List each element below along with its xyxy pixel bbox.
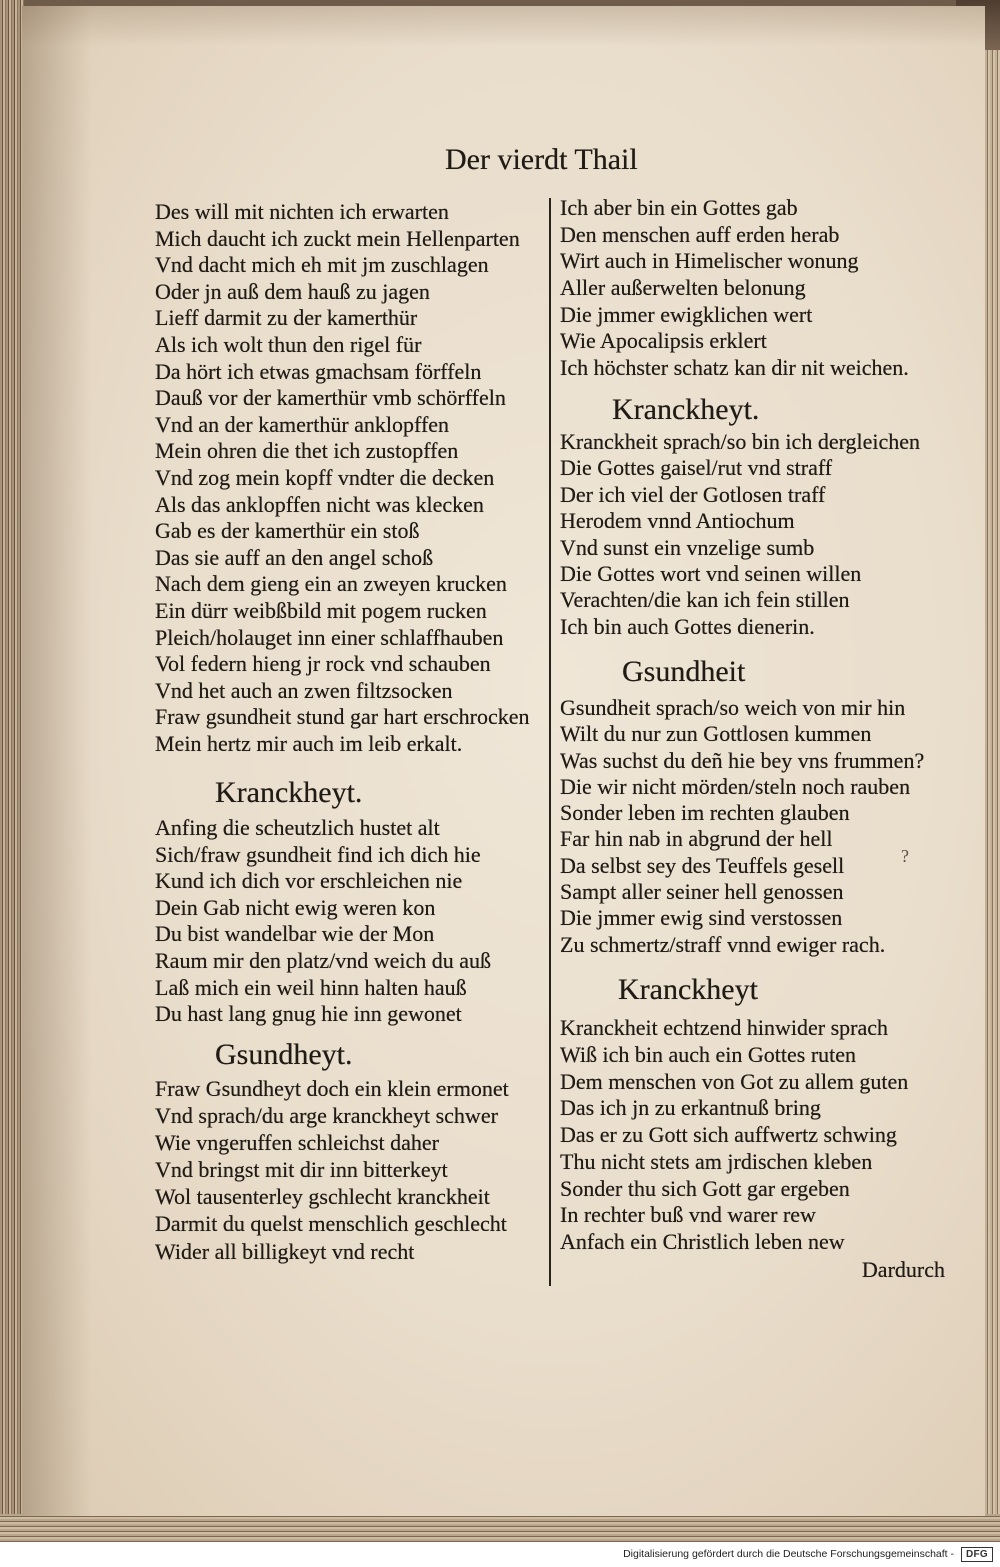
verse-line: Den menschen auff erden herab: [560, 221, 840, 247]
dfg-logo: DFG: [961, 1547, 993, 1562]
verse-line: Darmit du quelst menschlich geschlecht: [155, 1211, 507, 1237]
verse-line: Wider all billigkeyt vnd recht: [155, 1238, 415, 1264]
verse-line: Kranckheit sprach/so bin ich dergleichen: [560, 429, 921, 454]
page-stack-bottom: [0, 1514, 1000, 1542]
verse-line: Als das anklopffen nicht was klecken: [155, 491, 484, 517]
speaker-heading: Kranckheyt.: [612, 393, 760, 426]
verse-line: Wie Apocalipsis erklert: [560, 328, 767, 354]
verse-line: Vnd sprach/du arge kranckheyt schwer: [155, 1103, 498, 1129]
verse-line: Far hin nab in abgrund der hell: [560, 826, 833, 852]
verse-line: Ich aber bin ein Gottes gab: [560, 195, 798, 220]
verse-line: In rechter buß vnd warer rew: [560, 1202, 816, 1228]
verse-line: Kund ich dich vor erschleichen nie: [155, 868, 463, 894]
verse-line: Vnd sunst ein vnzelige sumb: [560, 534, 815, 560]
column-divider: [549, 198, 551, 1286]
verse-line: Mich daucht ich zuckt mein Hellenparten: [155, 225, 520, 251]
page-stack-right: [985, 0, 1000, 1542]
verse-line: Vnd dacht mich eh mit jm zuschlagen: [155, 252, 489, 278]
funding-note: Digitalisierung gefördert durch die Deutsche Forschungsgemeinschaft -: [623, 1548, 954, 1560]
verse-line: Die Gottes wort vnd seinen willen: [560, 560, 862, 586]
verse-line: Vol federn hieng jr rock vnd schauben: [155, 651, 491, 677]
verse-line: Sich/fraw gsundheit find ich dich hie: [155, 841, 481, 867]
verse-line: Kranckheit echtzend hinwider sprach: [560, 1015, 889, 1040]
verse-line: Die Gottes gaisel/rut vnd straff: [560, 455, 833, 481]
verse-line: Da selbst sey des Teuffels gesell: [560, 852, 845, 878]
verse-line: Verachten/die kan ich fein stillen: [560, 587, 850, 613]
verse-line: Das er zu Gott sich auffwertz schwing: [560, 1122, 897, 1147]
verse-line: Mein hertz mir auch im leib erkalt.: [155, 730, 463, 756]
verse-line: Du bist wandelbar wie der Mon: [155, 921, 435, 947]
verse-line: Lieff darmit zu der kamerthür: [155, 305, 418, 331]
verse-line: Vnd zog mein kopff vndter die decken: [155, 464, 495, 490]
verse-line: Das sie auff an den angel schoß: [155, 544, 434, 570]
verse-line: Raum mir den platz/vnd weich du auß: [155, 947, 492, 973]
verse-line: Der ich viel der Gotlosen traff: [560, 481, 826, 507]
speaker-heading: Gsundheit: [622, 655, 746, 688]
verse-line: Die jmmer ewig sind verstossen: [560, 905, 843, 931]
digitization-footer: [0, 1542, 1000, 1567]
verse-block: [560, 695, 924, 958]
catchword: Dardurch: [861, 1257, 945, 1282]
verse-line: Du hast lang gnug hie inn gewonet: [155, 1001, 462, 1027]
verse-block: [560, 1015, 908, 1256]
verse-line: Laß mich ein weil hinn halten hauß: [155, 974, 467, 1000]
verse-line: Dem menschen von Got zu allem guten: [560, 1068, 909, 1094]
verse-block: [155, 199, 530, 757]
verse-line: Thu nicht stets am jrdischen kleben: [560, 1148, 873, 1174]
verse-line: Ein dürr weibßbild mit pogem rucken: [155, 597, 487, 623]
verse-line: Da hört ich etwas gmachsam förffeln: [155, 358, 482, 384]
verse-block: [155, 1075, 509, 1265]
verse-line: Wiß ich bin auch ein Gottes ruten: [560, 1041, 857, 1067]
verse-line: Fraw Gsundheyt doch ein klein ermonet: [155, 1076, 509, 1101]
verse-line: Nach dem gieng ein an zweyen krucken: [155, 571, 507, 597]
verse-line: Wie vngeruffen schleichst daher: [155, 1130, 439, 1156]
verse-block: [560, 429, 920, 640]
verse-line: Was suchst du deñ hie bey vns frummen?: [560, 747, 925, 773]
verse-line: Als ich wolt thun den rigel für: [155, 331, 422, 357]
top-shadow: [22, 6, 985, 46]
verse-line: Ich bin auch Gottes dienerin.: [560, 613, 815, 639]
verse-line: Zu schmertz/straff vnnd ewiger rach.: [560, 931, 886, 957]
verse-line: Dein Gab nicht ewig weren kon: [155, 894, 436, 920]
verse-line: Aller außerwelten belonung: [560, 275, 806, 301]
verse-line: Sonder leben im rechten glauben: [560, 800, 850, 826]
verse-line: Wirt auch in Himelischer wonung: [560, 248, 859, 274]
verse-line: Vnd an der kamerthür anklopffen: [155, 411, 450, 437]
verse-line: Gab es der kamerthür ein stoß: [155, 518, 420, 544]
verse-line: Anfach ein Christlich leben new: [560, 1229, 845, 1254]
verse-line: Anfing die scheutzlich hustet alt: [155, 815, 440, 840]
speaker-heading: Gsundheyt.: [215, 1038, 353, 1071]
verse-line: Oder jn auß dem hauß zu jagen: [155, 278, 430, 304]
verse-block: [560, 195, 909, 382]
marginal-mark: ?: [901, 846, 909, 866]
verse-line: Wilt du nur zun Gottlosen kummen: [560, 721, 872, 747]
verse-line: Die jmmer ewigklichen wert: [560, 301, 813, 327]
verse-line: Dauß vor der kamerthür vmb schörffeln: [155, 385, 506, 411]
verse-line: Vnd het auch an zwen filtzsocken: [155, 677, 453, 703]
verse-line: Fraw gsundheit stund gar hart erschrocken: [155, 704, 530, 730]
speaker-heading: Kranckheyt.: [215, 776, 363, 809]
speaker-heading: Kranckheyt: [618, 973, 758, 1006]
verse-line: Sampt aller seiner hell genossen: [560, 879, 844, 905]
verse-line: Pleich/holauget inn einer schlaffhauben: [155, 624, 504, 650]
verse-line: Mein ohren die thet ich zustopffen: [155, 438, 459, 464]
verse-block: [155, 815, 491, 1028]
verse-line: Herodem vnnd Antiochum: [560, 508, 795, 534]
verse-line: Des will mit nichten ich erwarten: [155, 199, 449, 224]
verse-line: Die wir nicht mörden/steln noch rauben: [560, 773, 911, 799]
verse-line: Wol tausenterley gschlecht kranckheit: [155, 1184, 490, 1210]
verse-line: Ich höchster schatz kan dir nit weichen.: [560, 355, 909, 381]
running-title: Der vierdt Thail: [445, 143, 638, 176]
verse-line: Das ich jn zu erkantnuß bring: [560, 1095, 821, 1121]
gutter-shadow: [22, 6, 92, 1516]
verse-line: Vnd bringst mit dir inn bitterkeyt: [155, 1157, 448, 1183]
verse-line: Gsundheit sprach/so weich von mir hin: [560, 695, 906, 720]
page-stack-left: [0, 0, 24, 1542]
verse-line: Sonder thu sich Gott gar ergeben: [560, 1175, 850, 1201]
